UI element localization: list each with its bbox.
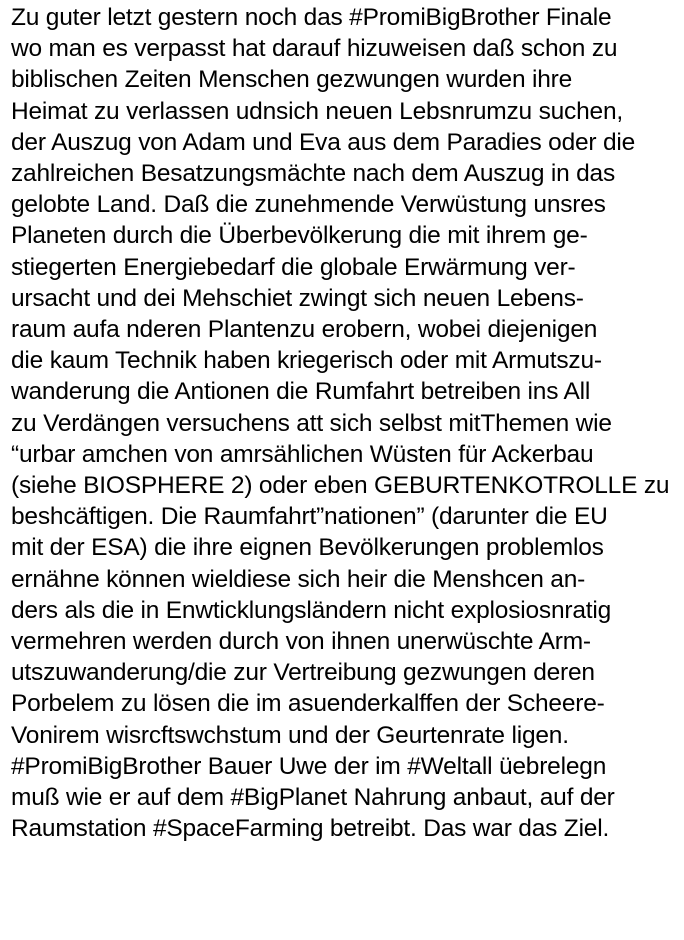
text-line: (siehe BIOSPHERE 2) oder eben GEBURTENKOTROLLE zu	[11, 472, 670, 500]
text-line: mit der ESA) die ihre eignen Bevölkerungen problemlos	[11, 534, 604, 562]
text-line: ursacht und dei Mehschiet zwingt sich neuen Lebens-	[11, 284, 584, 312]
text-line: vermehren werden durch von ihnen unerwüschte Arm-	[11, 628, 591, 656]
text-line: Zu guter letzt gestern noch das #PromiBigBrother Finale	[11, 4, 612, 31]
text-line: Raumstation #SpaceFarming betreibt. Das war das Ziel.	[11, 815, 610, 843]
text-line: der Auszug von Adam und Eva aus dem Paradies oder die	[11, 128, 636, 156]
text-line: wanderung die Antionen die Rumfahrt betreiben ins All	[11, 378, 591, 406]
text-line: Vonirem wisrcftswchstum und der Geurtenrate ligen.	[11, 721, 569, 749]
text-line: zahlreichen Besatzungsmächte nach dem Auszug in das	[11, 160, 616, 188]
text-line: utszuwanderung/die zur Vertreibung gezwungen deren	[11, 659, 595, 687]
text-line: #PromiBigBrother Bauer Uwe der im #Weltall üebrelegn	[11, 752, 607, 780]
text-line: raum aufa nderen Plantenzu erobern, wobei diejenigen	[11, 316, 598, 344]
text-line: gelobte Land. Daß die zunehmende Verwüstung unsres	[11, 191, 606, 219]
text-line: muß wie er auf dem #BigPlanet Nahrung anbaut, auf der	[11, 784, 615, 812]
text-line: die kaum Technik haben kriegerisch oder mit Armutszu-	[11, 347, 602, 375]
text-line: stiegerten Energiebedarf die globale Erwärmung ver-	[11, 253, 576, 281]
text-line: Heimat zu verlassen udnsich neuen Lebsnrumzu suchen,	[11, 97, 623, 125]
text-line: beshcäftigen. Die Raumfahrt”nationen” (darunter die EU	[11, 503, 608, 531]
text-line: wo man es verpasst hat darauf hizuweisen daß schon zu	[11, 35, 618, 63]
text-line: ernähne können wieldiese sich heir die Menshcen an-	[11, 565, 586, 593]
text-line: ders als die in Enwticklungsländern nicht explosiosnratig	[11, 596, 612, 624]
text-line: biblischen Zeiten Menschen gezwungen wurden ihre	[11, 66, 573, 94]
text-line: Planeten durch die Überbevölkerung die mit ihrem ge-	[11, 222, 588, 250]
text-line: zu Verdängen versuchens att sich selbst mitThemen wie	[11, 409, 612, 437]
text-line: Porbelem zu lösen die im asuenderkalffen der Scheere-	[11, 690, 605, 718]
document-body	[11, 0, 681, 844]
text-line: “urbar amchen von amrsählichen Wüsten für Ackerbau	[11, 440, 594, 468]
